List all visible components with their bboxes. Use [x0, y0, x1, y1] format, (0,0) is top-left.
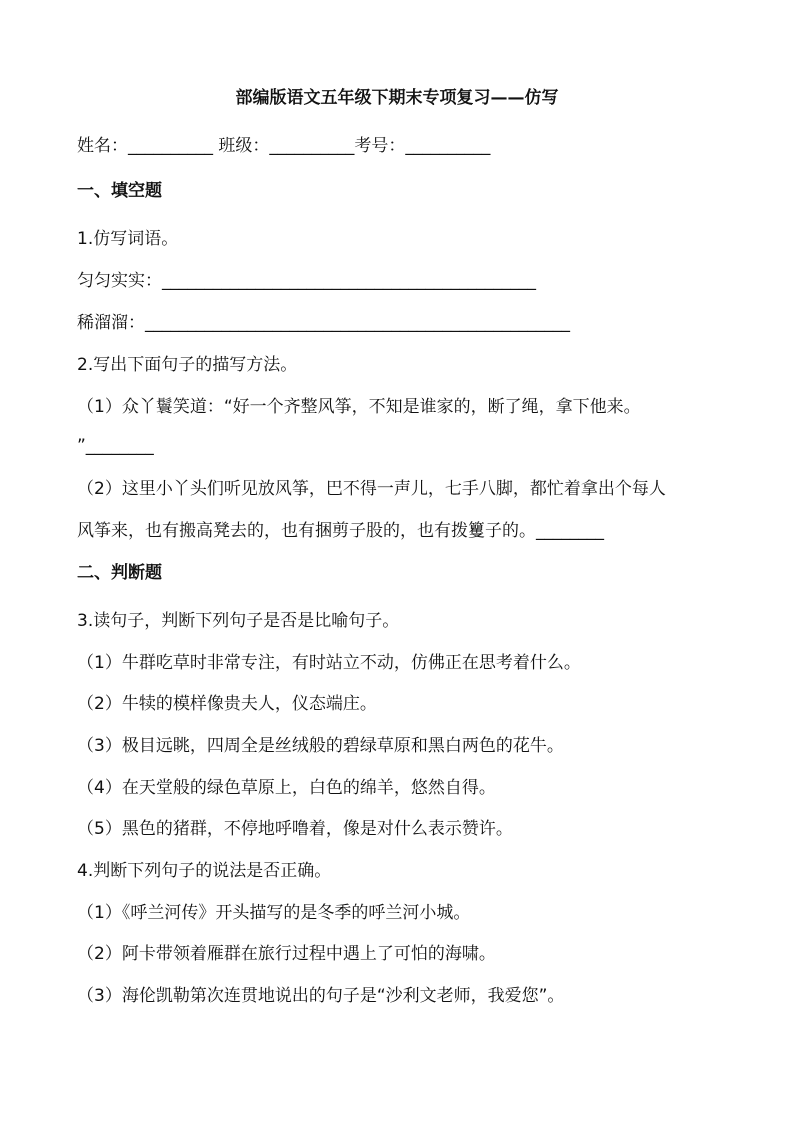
question-3-item-5: （5）黑色的猪群，不停地呼噜着，像是对什么表示赞许。	[77, 819, 513, 839]
question-4-item-2: （2）阿卡带领着雁群在旅行过程中遇上了可怕的海啸。	[77, 944, 496, 964]
question-4-stem: 4.判断下列句子的说法是否正确。	[77, 861, 332, 881]
question-3-item-3: （3）极目远眺，四周全是丝绒般的碧绿草原和黑白两色的花牛。	[77, 736, 564, 756]
question-2-item-2-line-2: 风筝来，也有搬高凳去的，也有捆剪子股的，也有拨籰子的。________	[77, 521, 604, 541]
question-3-item-4: （4）在天堂般的绿色草原上，白色的绵羊，悠然自得。	[77, 778, 496, 798]
question-3-item-2: （2）牛犊的模样像贵夫人，仪态端庄。	[77, 694, 377, 714]
section-heading-judgment: 二、判断题	[77, 563, 162, 583]
question-3-stem: 3.读句子，判断下列句子是否是比喻句子。	[77, 611, 400, 631]
question-2-item-1-line-2: ”________	[77, 436, 154, 456]
question-1-line-2: 稀溜溜：__________________________________________________	[77, 313, 570, 333]
question-4-item-3: （3）海伦凯勒第次连贯地说出的句子是“沙利文老师，我爱您”。	[77, 986, 565, 1006]
page-title: 部编版语文五年级下期末专项复习——仿写	[235, 88, 559, 108]
section-heading-fill-in: 一、填空题	[77, 181, 162, 201]
question-2-item-2-line-1: （2）这里小丫头们听见放风筝，巴不得一声儿，七手八脚，都忙着拿出个每人	[77, 479, 666, 499]
question-1-stem: 1.仿写词语。	[77, 229, 179, 249]
question-1-line-1: 匀匀实实：____________________________________________	[77, 271, 536, 291]
question-4-item-1: （1）《呼兰河传》开头描写的是冬季的呼兰河小城。	[77, 903, 471, 923]
question-3-item-1: （1）牛群吃草时非常专注，有时站立不动，仿佛正在思考着什么。	[77, 653, 581, 673]
question-2-stem: 2.写出下面句子的描写方法。	[77, 355, 298, 375]
student-info-line: 姓名：__________ 班级：__________考号：__________	[77, 136, 491, 156]
question-2-item-1-line-1: （1）众丫鬟笑道：“好一个齐整风筝，不知是谁家的，断了绳，拿下他来。	[77, 397, 641, 417]
